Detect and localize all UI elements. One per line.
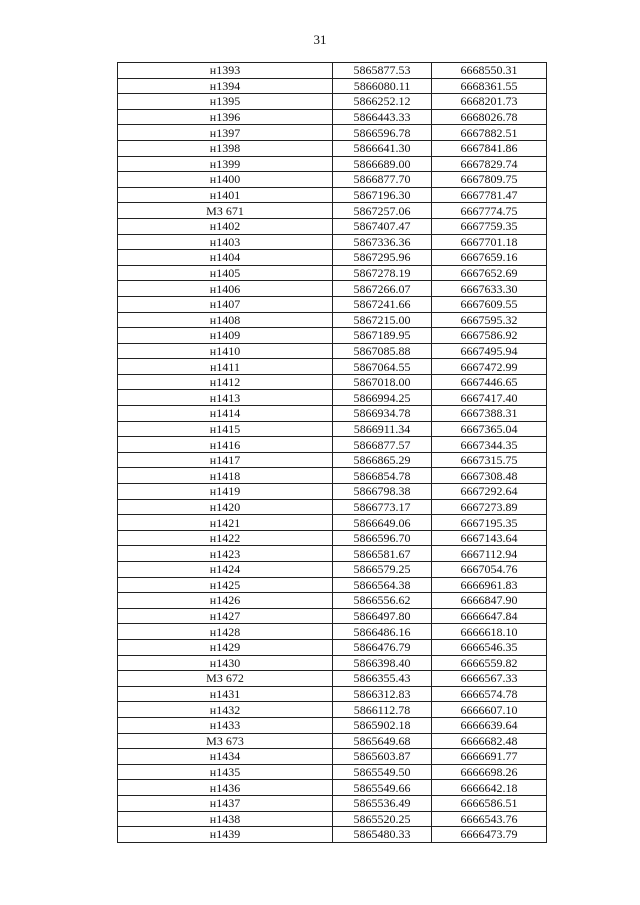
y-coordinate-cell: 6666543.76 xyxy=(432,811,547,827)
y-coordinate-cell: 6666698.26 xyxy=(432,764,547,780)
x-coordinate-cell: 5867085.88 xyxy=(333,343,432,359)
x-coordinate-cell: 5866252.12 xyxy=(333,94,432,110)
table-row xyxy=(118,63,547,79)
point-id-cell: н1422 xyxy=(118,530,333,546)
point-id-cell: н1401 xyxy=(118,187,333,203)
y-coordinate-cell: 6667143.64 xyxy=(432,530,547,546)
point-id-cell: н1431 xyxy=(118,686,333,702)
x-coordinate-cell: 5867196.30 xyxy=(333,187,432,203)
point-id-cell: н1420 xyxy=(118,499,333,515)
table-row xyxy=(118,390,547,406)
point-id-cell: МЗ 672 xyxy=(118,671,333,687)
table-row xyxy=(118,452,547,468)
table-row xyxy=(118,78,547,94)
point-id-cell: н1436 xyxy=(118,780,333,796)
y-coordinate-cell: 6667774.75 xyxy=(432,203,547,219)
point-id-cell: н1404 xyxy=(118,250,333,266)
x-coordinate-cell: 5865649.68 xyxy=(333,733,432,749)
point-id-cell: н1398 xyxy=(118,140,333,156)
x-coordinate-cell: 5866865.29 xyxy=(333,452,432,468)
table-row xyxy=(118,109,547,125)
point-id-cell: н1428 xyxy=(118,624,333,640)
point-id-cell: н1416 xyxy=(118,437,333,453)
point-id-cell: н1432 xyxy=(118,702,333,718)
table-row xyxy=(118,655,547,671)
table-row xyxy=(118,499,547,515)
point-id-cell: н1411 xyxy=(118,359,333,375)
y-coordinate-cell: 6667829.74 xyxy=(432,156,547,172)
table-row xyxy=(118,437,547,453)
x-coordinate-cell: 5867241.66 xyxy=(333,296,432,312)
y-coordinate-cell: 6667701.18 xyxy=(432,234,547,250)
table-row xyxy=(118,702,547,718)
point-id-cell: н1394 xyxy=(118,78,333,94)
point-id-cell: н1424 xyxy=(118,562,333,578)
point-id-cell: МЗ 671 xyxy=(118,203,333,219)
point-id-cell: н1438 xyxy=(118,811,333,827)
x-coordinate-cell: 5867336.36 xyxy=(333,234,432,250)
y-coordinate-cell: 6667273.89 xyxy=(432,499,547,515)
y-coordinate-cell: 6667365.04 xyxy=(432,421,547,437)
y-coordinate-cell: 6667595.32 xyxy=(432,312,547,328)
table-row xyxy=(118,608,547,624)
point-id-cell: н1396 xyxy=(118,109,333,125)
y-coordinate-cell: 6667586.92 xyxy=(432,328,547,344)
y-coordinate-cell: 6666586.51 xyxy=(432,795,547,811)
table-row xyxy=(118,374,547,390)
point-id-cell: н1425 xyxy=(118,577,333,593)
x-coordinate-cell: 5866486.16 xyxy=(333,624,432,640)
y-coordinate-cell: 6666961.83 xyxy=(432,577,547,593)
point-id-cell: н1427 xyxy=(118,608,333,624)
x-coordinate-cell: 5865549.50 xyxy=(333,764,432,780)
table-row xyxy=(118,343,547,359)
table-row xyxy=(118,733,547,749)
y-coordinate-cell: 6666607.10 xyxy=(432,702,547,718)
table-row xyxy=(118,421,547,437)
point-id-cell: н1410 xyxy=(118,343,333,359)
table-row xyxy=(118,811,547,827)
x-coordinate-cell: 5866911.34 xyxy=(333,421,432,437)
point-id-cell: н1405 xyxy=(118,265,333,281)
point-id-cell: н1417 xyxy=(118,452,333,468)
table-row xyxy=(118,795,547,811)
y-coordinate-cell: 6666639.64 xyxy=(432,717,547,733)
y-coordinate-cell: 6666691.77 xyxy=(432,749,547,765)
x-coordinate-cell: 5866854.78 xyxy=(333,468,432,484)
x-coordinate-cell: 5865536.49 xyxy=(333,795,432,811)
point-id-cell: н1434 xyxy=(118,749,333,765)
point-id-cell: н1393 xyxy=(118,63,333,79)
x-coordinate-cell: 5866312.83 xyxy=(333,686,432,702)
table-row xyxy=(118,593,547,609)
y-coordinate-cell: 6667315.75 xyxy=(432,452,547,468)
point-id-cell: н1397 xyxy=(118,125,333,141)
point-id-cell: н1395 xyxy=(118,94,333,110)
x-coordinate-cell: 5866564.38 xyxy=(333,577,432,593)
table-row xyxy=(118,281,547,297)
y-coordinate-cell: 6666618.10 xyxy=(432,624,547,640)
coordinates-table xyxy=(117,62,547,843)
y-coordinate-cell: 6668550.31 xyxy=(432,63,547,79)
table-row xyxy=(118,577,547,593)
y-coordinate-cell: 6667472.99 xyxy=(432,359,547,375)
table-row xyxy=(118,172,547,188)
table-row xyxy=(118,94,547,110)
y-coordinate-cell: 6667659.16 xyxy=(432,250,547,266)
y-coordinate-cell: 6666847.90 xyxy=(432,593,547,609)
y-coordinate-cell: 6667882.51 xyxy=(432,125,547,141)
y-coordinate-cell: 6667841.86 xyxy=(432,140,547,156)
page-number: 31 xyxy=(313,32,327,47)
table-row xyxy=(118,156,547,172)
point-id-cell: н1435 xyxy=(118,764,333,780)
point-id-cell: н1418 xyxy=(118,468,333,484)
table-row xyxy=(118,671,547,687)
x-coordinate-cell: 5867266.07 xyxy=(333,281,432,297)
x-coordinate-cell: 5865480.33 xyxy=(333,827,432,843)
point-id-cell: н1413 xyxy=(118,390,333,406)
x-coordinate-cell: 5865603.87 xyxy=(333,749,432,765)
x-coordinate-cell: 5867407.47 xyxy=(333,218,432,234)
y-coordinate-cell: 6667633.30 xyxy=(432,281,547,297)
table-row xyxy=(118,296,547,312)
x-coordinate-cell: 5867018.00 xyxy=(333,374,432,390)
x-coordinate-cell: 5865520.25 xyxy=(333,811,432,827)
table-row xyxy=(118,562,547,578)
point-id-cell: н1406 xyxy=(118,281,333,297)
y-coordinate-cell: 6666567.33 xyxy=(432,671,547,687)
y-coordinate-cell: 6668201.73 xyxy=(432,94,547,110)
y-coordinate-cell: 6667495.94 xyxy=(432,343,547,359)
table-row xyxy=(118,764,547,780)
point-id-cell: н1407 xyxy=(118,296,333,312)
x-coordinate-cell: 5867278.19 xyxy=(333,265,432,281)
table-row xyxy=(118,717,547,733)
y-coordinate-cell: 6666473.79 xyxy=(432,827,547,843)
x-coordinate-cell: 5866476.79 xyxy=(333,639,432,655)
table-row xyxy=(118,624,547,640)
y-coordinate-cell: 6666642.18 xyxy=(432,780,547,796)
point-id-cell: н1433 xyxy=(118,717,333,733)
point-id-cell: н1423 xyxy=(118,546,333,562)
table-row xyxy=(118,140,547,156)
point-id-cell: н1403 xyxy=(118,234,333,250)
y-coordinate-cell: 6667388.31 xyxy=(432,406,547,422)
x-coordinate-cell: 5865549.66 xyxy=(333,780,432,796)
y-coordinate-cell: 6667112.94 xyxy=(432,546,547,562)
table-row xyxy=(118,234,547,250)
x-coordinate-cell: 5866581.67 xyxy=(333,546,432,562)
point-id-cell: н1439 xyxy=(118,827,333,843)
table-row xyxy=(118,406,547,422)
x-coordinate-cell: 5867257.06 xyxy=(333,203,432,219)
point-id-cell: н1429 xyxy=(118,639,333,655)
y-coordinate-cell: 6666546.35 xyxy=(432,639,547,655)
table-row xyxy=(118,686,547,702)
x-coordinate-cell: 5866398.40 xyxy=(333,655,432,671)
table-row xyxy=(118,218,547,234)
x-coordinate-cell: 5866798.38 xyxy=(333,484,432,500)
table-row xyxy=(118,530,547,546)
x-coordinate-cell: 5867064.55 xyxy=(333,359,432,375)
x-coordinate-cell: 5866596.70 xyxy=(333,530,432,546)
y-coordinate-cell: 6666559.82 xyxy=(432,655,547,671)
x-coordinate-cell: 5866443.33 xyxy=(333,109,432,125)
point-id-cell: н1421 xyxy=(118,515,333,531)
y-coordinate-cell: 6667308.48 xyxy=(432,468,547,484)
x-coordinate-cell: 5866112.78 xyxy=(333,702,432,718)
table-row xyxy=(118,359,547,375)
table-row xyxy=(118,328,547,344)
table-row xyxy=(118,203,547,219)
table-row xyxy=(118,125,547,141)
point-id-cell: н1437 xyxy=(118,795,333,811)
table-row xyxy=(118,250,547,266)
y-coordinate-cell: 6667781.47 xyxy=(432,187,547,203)
table-row xyxy=(118,827,547,843)
point-id-cell: н1409 xyxy=(118,328,333,344)
x-coordinate-cell: 5866773.17 xyxy=(333,499,432,515)
table-row xyxy=(118,749,547,765)
point-id-cell: н1414 xyxy=(118,406,333,422)
x-coordinate-cell: 5866497.80 xyxy=(333,608,432,624)
y-coordinate-cell: 6666574.78 xyxy=(432,686,547,702)
y-coordinate-cell: 6667054.76 xyxy=(432,562,547,578)
table-row xyxy=(118,780,547,796)
coordinates-table-body xyxy=(118,63,547,843)
y-coordinate-cell: 6667609.55 xyxy=(432,296,547,312)
x-coordinate-cell: 5866556.62 xyxy=(333,593,432,609)
x-coordinate-cell: 5866934.78 xyxy=(333,406,432,422)
x-coordinate-cell: 5866994.25 xyxy=(333,390,432,406)
table-row xyxy=(118,187,547,203)
y-coordinate-cell: 6667446.65 xyxy=(432,374,547,390)
point-id-cell: н1400 xyxy=(118,172,333,188)
point-id-cell: н1402 xyxy=(118,218,333,234)
y-coordinate-cell: 6667344.35 xyxy=(432,437,547,453)
y-coordinate-cell: 6668361.55 xyxy=(432,78,547,94)
x-coordinate-cell: 5866080.11 xyxy=(333,78,432,94)
x-coordinate-cell: 5866355.43 xyxy=(333,671,432,687)
x-coordinate-cell: 5866579.25 xyxy=(333,562,432,578)
table-row xyxy=(118,312,547,328)
point-id-cell: н1408 xyxy=(118,312,333,328)
y-coordinate-cell: 6667809.75 xyxy=(432,172,547,188)
table-row xyxy=(118,265,547,281)
y-coordinate-cell: 6666647.84 xyxy=(432,608,547,624)
x-coordinate-cell: 5866641.30 xyxy=(333,140,432,156)
x-coordinate-cell: 5866649.06 xyxy=(333,515,432,531)
y-coordinate-cell: 6667292.64 xyxy=(432,484,547,500)
point-id-cell: н1399 xyxy=(118,156,333,172)
point-id-cell: н1412 xyxy=(118,374,333,390)
x-coordinate-cell: 5867215.00 xyxy=(333,312,432,328)
point-id-cell: н1430 xyxy=(118,655,333,671)
table-row xyxy=(118,468,547,484)
y-coordinate-cell: 6667652.69 xyxy=(432,265,547,281)
x-coordinate-cell: 5866877.70 xyxy=(333,172,432,188)
x-coordinate-cell: 5865902.18 xyxy=(333,717,432,733)
point-id-cell: н1415 xyxy=(118,421,333,437)
y-coordinate-cell: 6668026.78 xyxy=(432,109,547,125)
x-coordinate-cell: 5867295.96 xyxy=(333,250,432,266)
table-row xyxy=(118,515,547,531)
point-id-cell: н1426 xyxy=(118,593,333,609)
x-coordinate-cell: 5866877.57 xyxy=(333,437,432,453)
x-coordinate-cell: 5866689.00 xyxy=(333,156,432,172)
table-row xyxy=(118,639,547,655)
y-coordinate-cell: 6667759.35 xyxy=(432,218,547,234)
table-row xyxy=(118,484,547,500)
point-id-cell: МЗ 673 xyxy=(118,733,333,749)
y-coordinate-cell: 6667417.40 xyxy=(432,390,547,406)
y-coordinate-cell: 6666682.48 xyxy=(432,733,547,749)
x-coordinate-cell: 5867189.95 xyxy=(333,328,432,344)
point-id-cell: н1419 xyxy=(118,484,333,500)
x-coordinate-cell: 5866596.78 xyxy=(333,125,432,141)
y-coordinate-cell: 6667195.35 xyxy=(432,515,547,531)
x-coordinate-cell: 5865877.53 xyxy=(333,63,432,79)
table-row xyxy=(118,546,547,562)
